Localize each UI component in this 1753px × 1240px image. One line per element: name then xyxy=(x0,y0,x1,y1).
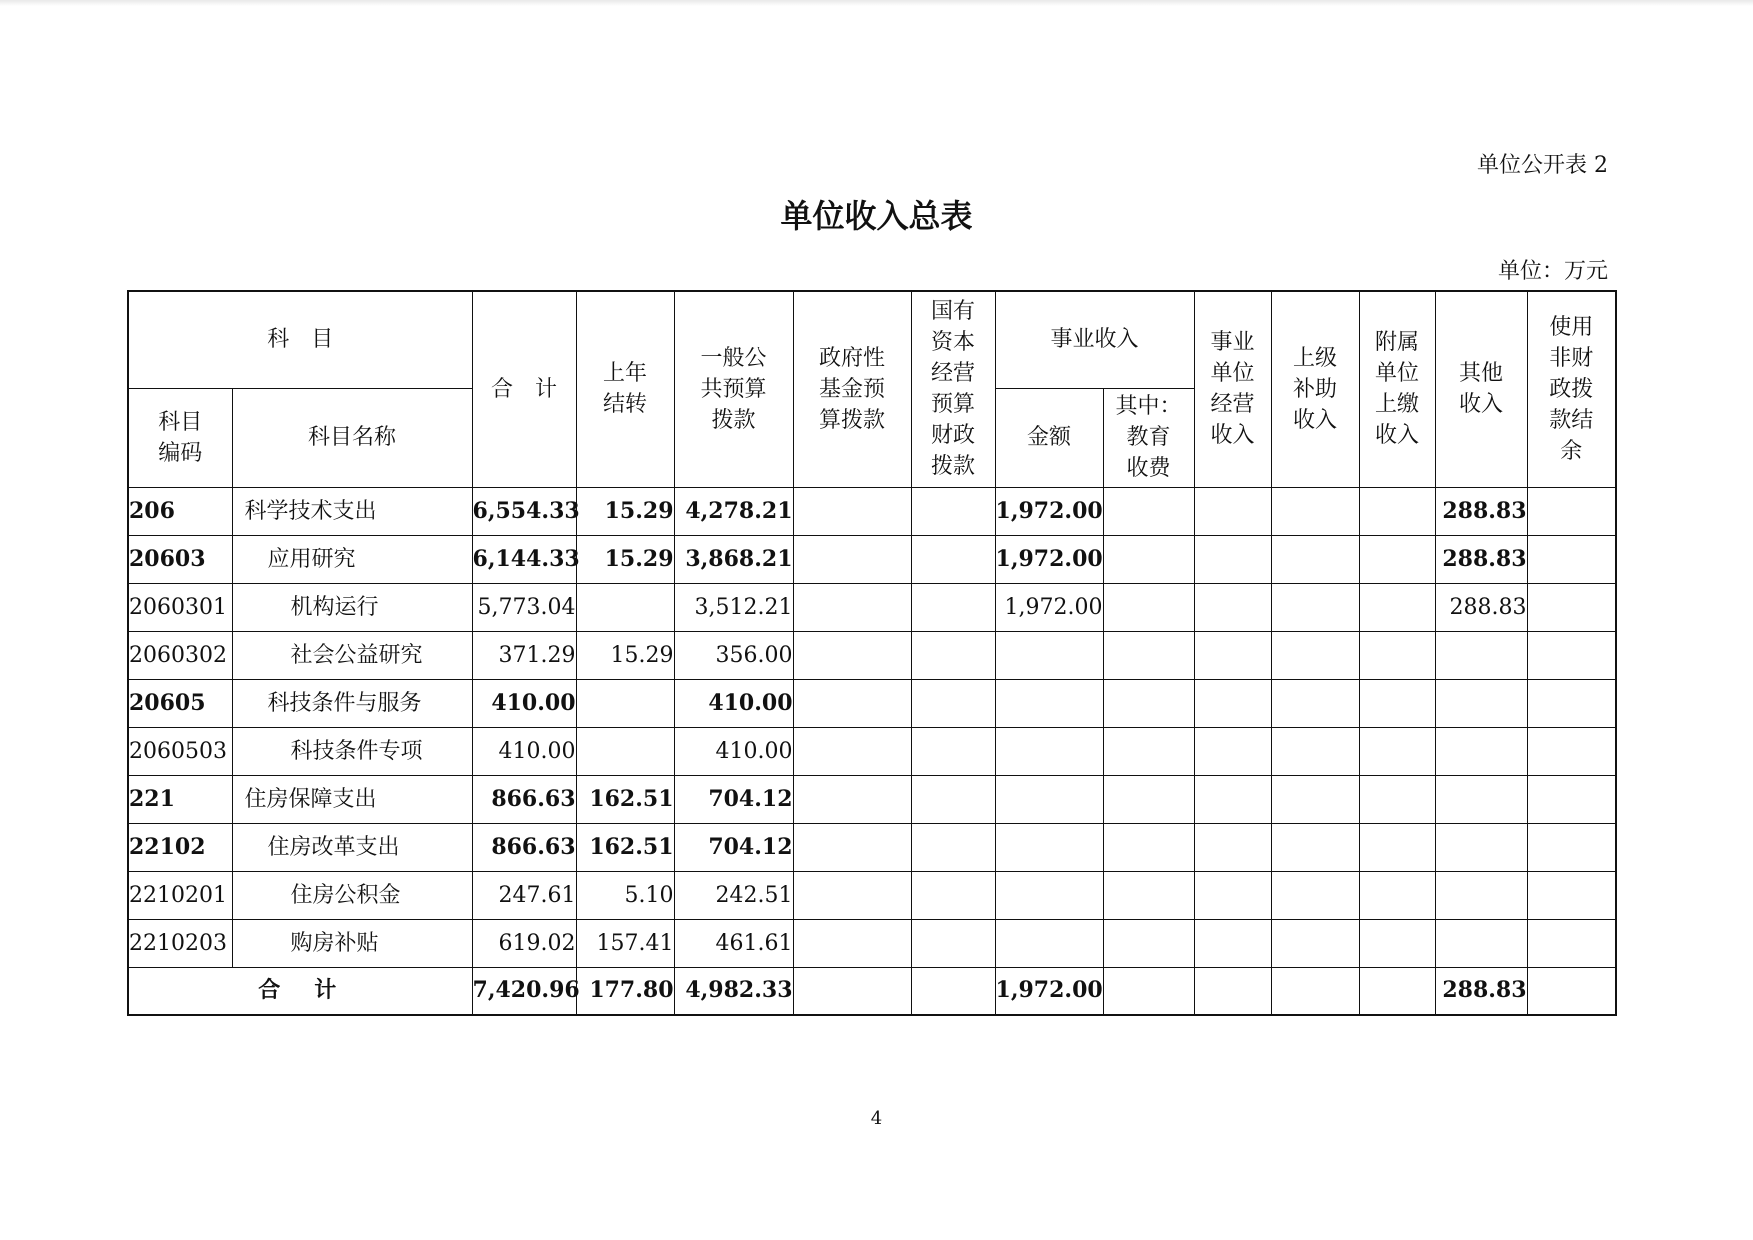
cell-operating-income xyxy=(1194,919,1271,967)
cell-subject-code: 221 xyxy=(128,775,232,823)
cell-state-capital xyxy=(911,679,995,727)
cell-gov-fund xyxy=(793,583,911,631)
cell-business-education xyxy=(1103,919,1194,967)
cell-gov-fund xyxy=(793,823,911,871)
cell-business-education xyxy=(1103,535,1194,583)
cell-subject-code: 206 xyxy=(128,487,232,535)
cell-non-fiscal-balance xyxy=(1527,823,1616,871)
table-row xyxy=(128,631,1616,679)
cell-superior-subsidy xyxy=(1271,679,1359,727)
cell-superior-subsidy xyxy=(1271,919,1359,967)
cell-affiliated-income xyxy=(1359,583,1435,631)
cell-gov-fund xyxy=(793,679,911,727)
cell-business-amount xyxy=(995,631,1103,679)
col-header-non-fiscal-balance: 使用 非财 政拨 款结 余 xyxy=(1527,291,1616,487)
cell-general-budget: 704.12 xyxy=(674,823,793,871)
cell-state-capital xyxy=(911,919,995,967)
cell-subject-code: 20603 xyxy=(128,535,232,583)
cell-superior-subsidy xyxy=(1271,727,1359,775)
cell-carryover xyxy=(576,583,674,631)
cell-subject-name: 科技条件专项 xyxy=(232,727,472,775)
cell-subject-code: 22102 xyxy=(128,823,232,871)
col-header-general-budget: 一般公 共预算 拨款 xyxy=(674,291,793,487)
cell-business-education xyxy=(1103,583,1194,631)
cell-carryover: 162.51 xyxy=(576,775,674,823)
cell-carryover: 15.29 xyxy=(576,487,674,535)
table-row xyxy=(128,775,1616,823)
cell-operating-income xyxy=(1194,967,1271,1015)
cell-subject-code: 2060302 xyxy=(128,631,232,679)
table-row xyxy=(128,823,1616,871)
cell-affiliated-income xyxy=(1359,679,1435,727)
cell-business-amount xyxy=(995,727,1103,775)
table-row xyxy=(128,679,1616,727)
cell-state-capital xyxy=(911,871,995,919)
cell-business-amount: 1,972.00 xyxy=(995,487,1103,535)
cell-subject-name: 科学技术支出 xyxy=(232,487,472,535)
cell-non-fiscal-balance xyxy=(1527,727,1616,775)
cell-operating-income xyxy=(1194,823,1271,871)
cell-other-income xyxy=(1435,679,1527,727)
cell-carryover xyxy=(576,679,674,727)
cell-gov-fund xyxy=(793,775,911,823)
cell-carryover: 5.10 xyxy=(576,871,674,919)
income-summary-table xyxy=(127,290,1617,1016)
cell-operating-income xyxy=(1194,535,1271,583)
cell-superior-subsidy xyxy=(1271,583,1359,631)
table-row xyxy=(128,919,1616,967)
cell-non-fiscal-balance xyxy=(1527,535,1616,583)
col-header-subject-code: 科目 编码 xyxy=(128,388,232,487)
cell-business-amount xyxy=(995,679,1103,727)
cell-business-amount: 1,972.00 xyxy=(995,583,1103,631)
cell-subject-name: 住房改革支出 xyxy=(232,823,472,871)
cell-total: 6,144.33 xyxy=(472,535,576,583)
cell-subject-code: 2210203 xyxy=(128,919,232,967)
cell-business-education xyxy=(1103,823,1194,871)
cell-non-fiscal-balance xyxy=(1527,919,1616,967)
col-header-business-education: 其中： 教育 收费 xyxy=(1103,388,1194,487)
cell-state-capital xyxy=(911,727,995,775)
cell-general-budget: 3,512.21 xyxy=(674,583,793,631)
header-row-1 xyxy=(128,291,1616,388)
cell-operating-income xyxy=(1194,775,1271,823)
scan-edge xyxy=(0,0,1753,6)
total-row-label: 合 计 xyxy=(128,967,472,1015)
cell-affiliated-income xyxy=(1359,535,1435,583)
table-body xyxy=(128,487,1616,967)
cell-operating-income xyxy=(1194,487,1271,535)
cell-superior-subsidy xyxy=(1271,535,1359,583)
cell-operating-income xyxy=(1194,727,1271,775)
cell-state-capital xyxy=(911,775,995,823)
cell-general-budget: 410.00 xyxy=(674,679,793,727)
col-header-gov-fund: 政府性 基金预 算拨款 xyxy=(793,291,911,487)
cell-other-income xyxy=(1435,919,1527,967)
cell-business-education xyxy=(1103,871,1194,919)
cell-affiliated-income xyxy=(1359,775,1435,823)
cell-subject-name: 社会公益研究 xyxy=(232,631,472,679)
table-row xyxy=(128,535,1616,583)
col-header-business-amount: 金额 xyxy=(995,388,1103,487)
cell-total: 247.61 xyxy=(472,871,576,919)
cell-gov-fund xyxy=(793,535,911,583)
cell-general-budget: 704.12 xyxy=(674,775,793,823)
cell-total: 7,420.96 xyxy=(472,967,576,1015)
cell-affiliated-income xyxy=(1359,967,1435,1015)
cell-subject-code: 2060301 xyxy=(128,583,232,631)
table-row xyxy=(128,583,1616,631)
cell-superior-subsidy xyxy=(1271,775,1359,823)
cell-other-income: 288.83 xyxy=(1435,535,1527,583)
cell-affiliated-income xyxy=(1359,871,1435,919)
cell-other-income xyxy=(1435,631,1527,679)
cell-subject-name: 科技条件与服务 xyxy=(232,679,472,727)
form-number: 单位公开表 2 xyxy=(1477,153,1608,178)
col-header-other-income: 其他 收入 xyxy=(1435,291,1527,487)
cell-affiliated-income xyxy=(1359,823,1435,871)
cell-general-budget: 410.00 xyxy=(674,727,793,775)
col-header-carryover: 上年 结转 xyxy=(576,291,674,487)
cell-superior-subsidy xyxy=(1271,967,1359,1015)
cell-non-fiscal-balance xyxy=(1527,871,1616,919)
cell-total: 371.29 xyxy=(472,631,576,679)
table-row xyxy=(128,871,1616,919)
cell-non-fiscal-balance xyxy=(1527,679,1616,727)
cell-other-income xyxy=(1435,871,1527,919)
cell-gov-fund xyxy=(793,487,911,535)
col-header-business-income: 事业收入 xyxy=(995,291,1194,388)
cell-operating-income xyxy=(1194,583,1271,631)
cell-non-fiscal-balance xyxy=(1527,775,1616,823)
cell-total: 6,554.33 xyxy=(472,487,576,535)
cell-superior-subsidy xyxy=(1271,823,1359,871)
cell-total: 866.63 xyxy=(472,823,576,871)
cell-subject-name: 住房公积金 xyxy=(232,871,472,919)
cell-carryover: 177.80 xyxy=(576,967,674,1015)
cell-business-education xyxy=(1103,487,1194,535)
cell-carryover: 162.51 xyxy=(576,823,674,871)
page-title: 单位收入总表 xyxy=(780,197,973,235)
cell-other-income: 288.83 xyxy=(1435,487,1527,535)
cell-gov-fund xyxy=(793,967,911,1015)
cell-state-capital xyxy=(911,583,995,631)
cell-total: 410.00 xyxy=(472,727,576,775)
cell-general-budget: 242.51 xyxy=(674,871,793,919)
cell-affiliated-income xyxy=(1359,727,1435,775)
cell-business-amount: 1,972.00 xyxy=(995,535,1103,583)
cell-general-budget: 356.00 xyxy=(674,631,793,679)
cell-total: 866.63 xyxy=(472,775,576,823)
cell-other-income: 288.83 xyxy=(1435,583,1527,631)
cell-subject-name: 住房保障支出 xyxy=(232,775,472,823)
cell-non-fiscal-balance xyxy=(1527,967,1616,1015)
col-header-operating-income: 事业 单位 经营 收入 xyxy=(1194,291,1271,487)
cell-subject-code: 2210201 xyxy=(128,871,232,919)
cell-general-budget: 3,868.21 xyxy=(674,535,793,583)
cell-operating-income xyxy=(1194,871,1271,919)
cell-carryover xyxy=(576,727,674,775)
cell-carryover: 157.41 xyxy=(576,919,674,967)
cell-general-budget: 4,982.33 xyxy=(674,967,793,1015)
cell-non-fiscal-balance xyxy=(1527,583,1616,631)
cell-non-fiscal-balance xyxy=(1527,631,1616,679)
cell-state-capital xyxy=(911,487,995,535)
cell-state-capital xyxy=(911,535,995,583)
cell-business-education xyxy=(1103,631,1194,679)
cell-subject-code: 20605 xyxy=(128,679,232,727)
cell-superior-subsidy xyxy=(1271,871,1359,919)
cell-business-amount xyxy=(995,775,1103,823)
cell-other-income xyxy=(1435,823,1527,871)
col-header-state-capital: 国有 资本 经营 预算 财政 拨款 xyxy=(911,291,995,487)
cell-business-education xyxy=(1103,967,1194,1015)
cell-business-education xyxy=(1103,775,1194,823)
cell-business-amount xyxy=(995,823,1103,871)
cell-subject-code: 2060503 xyxy=(128,727,232,775)
cell-general-budget: 461.61 xyxy=(674,919,793,967)
cell-business-amount xyxy=(995,919,1103,967)
cell-affiliated-income xyxy=(1359,919,1435,967)
col-header-superior-subsidy: 上级 补助 收入 xyxy=(1271,291,1359,487)
cell-carryover: 15.29 xyxy=(576,535,674,583)
unit-note: 单位：万元 xyxy=(1497,259,1608,284)
cell-total: 5,773.04 xyxy=(472,583,576,631)
cell-affiliated-income xyxy=(1359,487,1435,535)
total-row xyxy=(128,967,1616,1015)
cell-total: 619.02 xyxy=(472,919,576,967)
cell-non-fiscal-balance xyxy=(1527,487,1616,535)
cell-business-education xyxy=(1103,727,1194,775)
col-header-subject-name: 科目名称 xyxy=(232,388,472,487)
table-row xyxy=(128,487,1616,535)
cell-subject-name: 购房补贴 xyxy=(232,919,472,967)
cell-carryover: 15.29 xyxy=(576,631,674,679)
cell-superior-subsidy xyxy=(1271,631,1359,679)
cell-subject-name: 机构运行 xyxy=(232,583,472,631)
cell-gov-fund xyxy=(793,871,911,919)
cell-total: 410.00 xyxy=(472,679,576,727)
cell-other-income xyxy=(1435,727,1527,775)
cell-gov-fund xyxy=(793,727,911,775)
cell-superior-subsidy xyxy=(1271,487,1359,535)
table-row xyxy=(128,727,1616,775)
cell-general-budget: 4,278.21 xyxy=(674,487,793,535)
cell-gov-fund xyxy=(793,631,911,679)
cell-state-capital xyxy=(911,823,995,871)
cell-operating-income xyxy=(1194,679,1271,727)
col-header-affiliated-income: 附属 单位 上缴 收入 xyxy=(1359,291,1435,487)
cell-business-amount: 1,972.00 xyxy=(995,967,1103,1015)
col-header-total: 合 计 xyxy=(472,291,576,487)
cell-state-capital xyxy=(911,631,995,679)
page-number: 4 xyxy=(870,1108,883,1129)
cell-gov-fund xyxy=(793,919,911,967)
cell-state-capital xyxy=(911,967,995,1015)
cell-affiliated-income xyxy=(1359,631,1435,679)
cell-other-income: 288.83 xyxy=(1435,967,1527,1015)
cell-business-education xyxy=(1103,679,1194,727)
cell-subject-name: 应用研究 xyxy=(232,535,472,583)
cell-operating-income xyxy=(1194,631,1271,679)
cell-other-income xyxy=(1435,775,1527,823)
cell-business-amount xyxy=(995,871,1103,919)
col-header-subject: 科 目 xyxy=(128,291,472,388)
